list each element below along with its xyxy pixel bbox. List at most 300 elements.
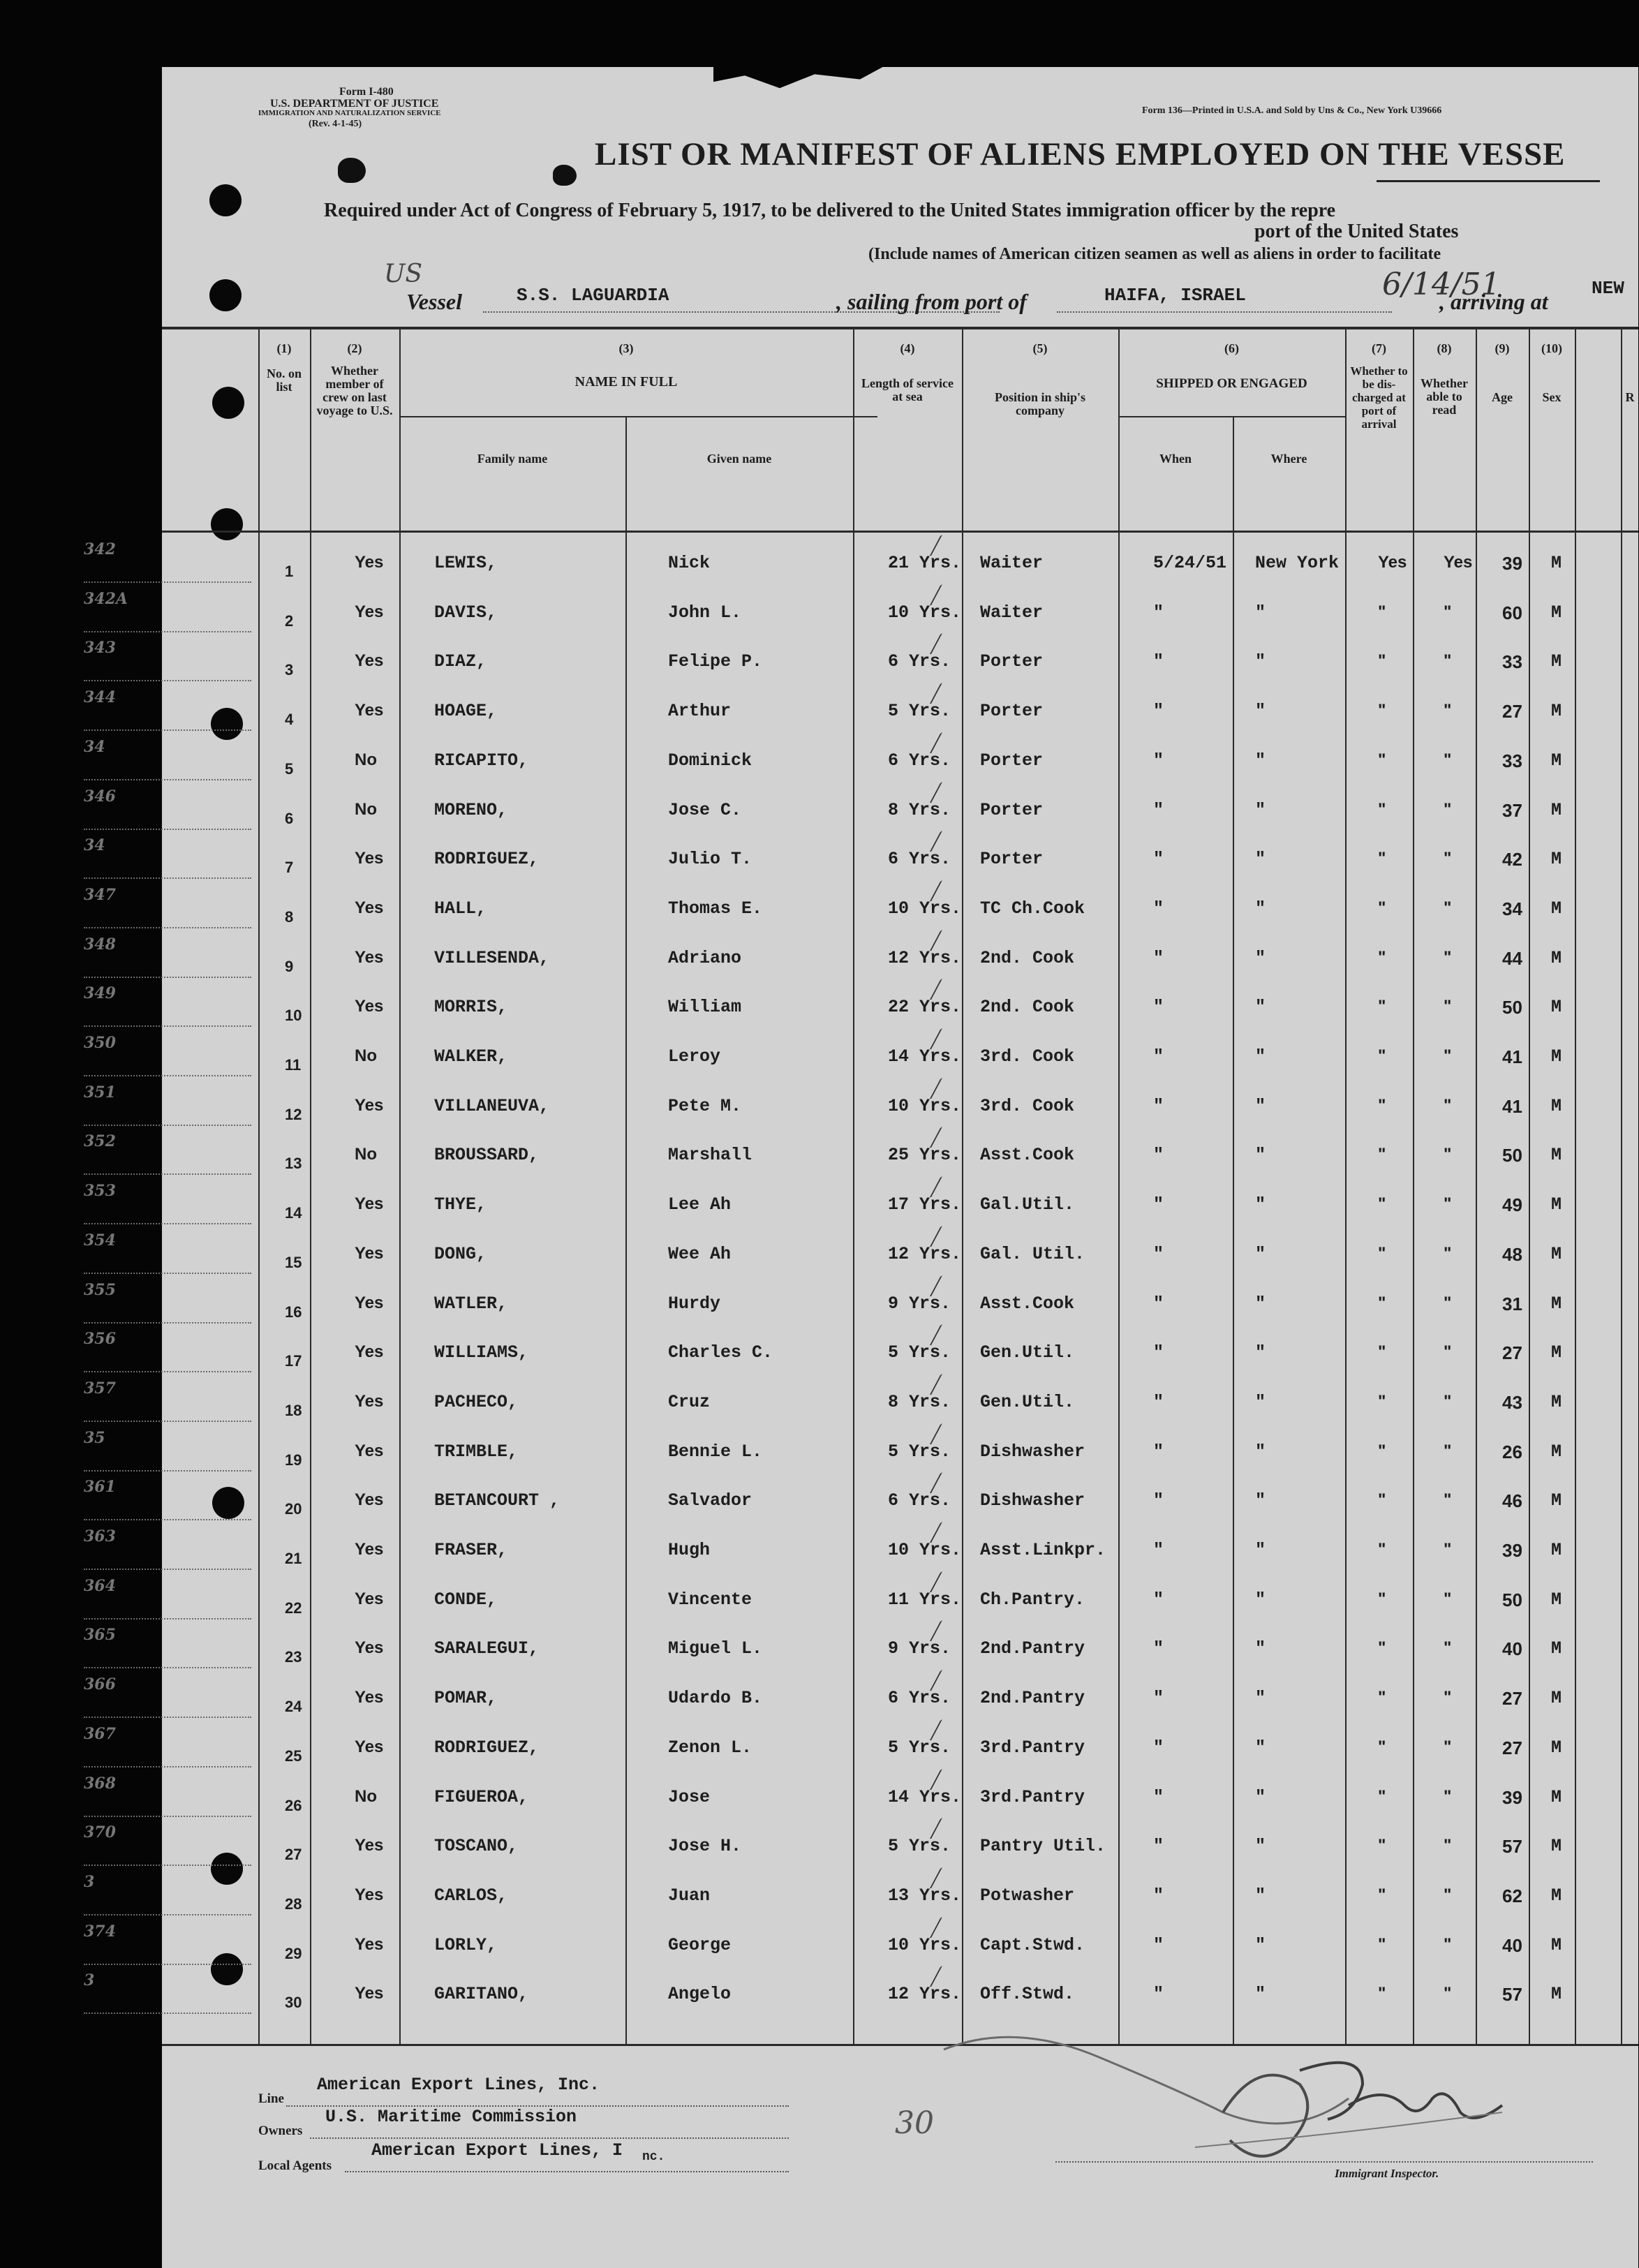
age: 44 bbox=[1502, 947, 1522, 969]
shipped-when: " bbox=[1153, 849, 1164, 870]
port-underline bbox=[1057, 311, 1392, 313]
family-name: WALKER, bbox=[434, 1046, 508, 1067]
row-number: 16 bbox=[285, 1303, 302, 1321]
handwritten-date: 6/14/51 bbox=[1382, 267, 1501, 302]
shipped-when: " bbox=[1153, 1885, 1164, 1906]
length-of-service: 10 Yrs. bbox=[888, 898, 962, 919]
length-of-service: 12 Yrs. bbox=[888, 947, 962, 968]
able-to-read: " bbox=[1444, 750, 1452, 769]
crew-last-voyage: Yes bbox=[355, 1836, 384, 1855]
row-number: 3 bbox=[285, 661, 294, 679]
header-col7-number: (7) bbox=[1372, 341, 1386, 355]
position: Waiter bbox=[980, 602, 1044, 623]
able-to-read: " bbox=[1444, 602, 1452, 621]
agents-value-tail: nc. bbox=[642, 2150, 665, 2164]
row-underline bbox=[84, 1717, 251, 1718]
shipped-where: " bbox=[1255, 1638, 1266, 1659]
shipped-when: " bbox=[1153, 1638, 1164, 1659]
sex: M bbox=[1551, 1934, 1562, 1955]
owners-underline bbox=[310, 2137, 789, 2139]
shipped-where: " bbox=[1255, 1934, 1266, 1955]
family-name: BETANCOURT , bbox=[434, 1490, 561, 1511]
handwritten-row-ref: 348 bbox=[84, 935, 116, 954]
to-be-discharged: " bbox=[1378, 898, 1386, 917]
row-underline bbox=[84, 1273, 251, 1274]
handwritten-count: 30 bbox=[895, 2105, 934, 2141]
crew-last-voyage: Yes bbox=[355, 1688, 384, 1707]
sex: M bbox=[1551, 750, 1562, 771]
able-to-read: " bbox=[1444, 701, 1452, 720]
header-family-name: Family name bbox=[477, 452, 548, 466]
shipped-when: 5/24/51 bbox=[1153, 553, 1227, 573]
shipped-where: " bbox=[1255, 898, 1266, 919]
shipped-where: " bbox=[1255, 1490, 1266, 1511]
shipped-when: " bbox=[1153, 750, 1164, 771]
row-underline bbox=[84, 729, 251, 731]
row-underline bbox=[84, 1667, 251, 1668]
shipped-where: " bbox=[1255, 1786, 1266, 1807]
to-be-discharged: " bbox=[1378, 849, 1386, 868]
length-of-service: 5 Yrs. bbox=[888, 1342, 951, 1363]
given-name: Marshall bbox=[668, 1145, 752, 1166]
position: Gen.Util. bbox=[980, 1391, 1075, 1412]
row-underline bbox=[84, 1865, 251, 1866]
length-of-service: 12 Yrs. bbox=[888, 1984, 962, 2005]
table-row bbox=[84, 1377, 1638, 1426]
crew-last-voyage: No bbox=[355, 1046, 377, 1065]
shipped-where: " bbox=[1255, 651, 1266, 672]
crew-last-voyage: Yes bbox=[355, 849, 384, 868]
length-of-service: 6 Yrs. bbox=[888, 1688, 951, 1709]
position: Capt.Stwd. bbox=[980, 1934, 1085, 1955]
given-name: Hugh bbox=[668, 1540, 711, 1560]
given-name: Wee Ah bbox=[668, 1243, 732, 1264]
family-name: HALL, bbox=[434, 898, 487, 919]
row-underline bbox=[84, 2013, 251, 2014]
age: 39 bbox=[1502, 553, 1522, 574]
able-to-read: " bbox=[1444, 1836, 1452, 1855]
able-to-read: " bbox=[1444, 947, 1452, 967]
subtitle-port: port of the United States bbox=[1254, 221, 1459, 242]
age: 33 bbox=[1502, 651, 1522, 673]
family-name: MORENO, bbox=[434, 799, 508, 820]
able-to-read: " bbox=[1444, 1688, 1452, 1707]
family-name: BROUSSARD, bbox=[434, 1145, 540, 1166]
shipped-when: " bbox=[1153, 651, 1164, 672]
header-crew-last-voyage: Whether member of crew on last voyage to U.S. bbox=[316, 364, 393, 417]
to-be-discharged: " bbox=[1378, 1638, 1386, 1658]
sex: M bbox=[1551, 1441, 1562, 1462]
position: 2nd.Pantry bbox=[980, 1638, 1085, 1659]
to-be-discharged: " bbox=[1378, 1540, 1386, 1559]
crew-last-voyage: Yes bbox=[355, 1934, 384, 1954]
handwritten-row-ref: 353 bbox=[84, 1182, 116, 1201]
header-col5-number: (5) bbox=[1032, 341, 1048, 355]
position: 2nd. Cook bbox=[980, 997, 1075, 1018]
shipped-when: " bbox=[1153, 1540, 1164, 1560]
given-name: Jose bbox=[668, 1786, 711, 1807]
header-col9-number: (9) bbox=[1495, 341, 1510, 355]
position: Asst.Cook bbox=[980, 1145, 1075, 1166]
handwritten-row-ref: 356 bbox=[84, 1330, 116, 1349]
given-name: George bbox=[668, 1934, 732, 1955]
ink-blot bbox=[553, 165, 577, 186]
age: 31 bbox=[1502, 1293, 1522, 1314]
to-be-discharged: " bbox=[1378, 750, 1386, 769]
to-be-discharged: " bbox=[1378, 1095, 1386, 1115]
table-row bbox=[84, 1327, 1638, 1377]
subtitle-act: Required under Act of Congress of February 5, 1917, to be delivered to the United States immigration officer by the repre bbox=[324, 200, 1336, 221]
position: 3rd.Pantry bbox=[980, 1786, 1085, 1807]
shipped-where: New York bbox=[1255, 553, 1340, 573]
length-of-service: 10 Yrs. bbox=[888, 602, 962, 623]
row-underline bbox=[84, 581, 251, 583]
crew-last-voyage: Yes bbox=[355, 1293, 384, 1312]
family-name: POMAR, bbox=[434, 1688, 498, 1709]
sex: M bbox=[1551, 1786, 1562, 1807]
length-of-service: 8 Yrs. bbox=[888, 799, 951, 820]
crew-last-voyage: No bbox=[355, 1786, 377, 1806]
row-underline bbox=[84, 877, 251, 879]
table-row bbox=[84, 1179, 1638, 1229]
crew-last-voyage: Yes bbox=[355, 1243, 384, 1263]
shipped-where: " bbox=[1255, 750, 1266, 771]
crew-last-voyage: Yes bbox=[355, 602, 384, 621]
table-row bbox=[84, 685, 1638, 735]
length-of-service: 12 Yrs. bbox=[888, 1243, 962, 1264]
able-to-read: " bbox=[1444, 1145, 1452, 1164]
sex: M bbox=[1551, 701, 1562, 722]
shipped-where: " bbox=[1255, 1737, 1266, 1758]
sailing-label: , sailing from port of bbox=[836, 289, 1027, 314]
given-name: Dominick bbox=[668, 750, 752, 771]
table-row bbox=[84, 1722, 1638, 1772]
sex: M bbox=[1551, 1836, 1562, 1857]
row-number: 21 bbox=[285, 1550, 302, 1567]
length-of-service: 17 Yrs. bbox=[888, 1194, 962, 1215]
family-name: CONDE, bbox=[434, 1589, 498, 1610]
position: Waiter bbox=[980, 553, 1044, 573]
able-to-read: " bbox=[1444, 1984, 1452, 2003]
position: 2nd.Pantry bbox=[980, 1688, 1085, 1709]
to-be-discharged: " bbox=[1378, 1688, 1386, 1707]
length-of-service: 11 Yrs. bbox=[888, 1589, 962, 1610]
row-number: 22 bbox=[285, 1599, 302, 1617]
table-row bbox=[84, 1129, 1638, 1179]
able-to-read: " bbox=[1444, 651, 1452, 671]
crew-last-voyage: Yes bbox=[355, 1540, 384, 1559]
handwritten-row-ref: 347 bbox=[84, 885, 116, 904]
family-name: DAVIS, bbox=[434, 602, 498, 623]
given-name: Bennie L. bbox=[668, 1441, 763, 1462]
position: Porter bbox=[980, 651, 1044, 672]
header-length-of-service: Length of service at sea bbox=[861, 376, 954, 403]
row-number: 29 bbox=[285, 1944, 302, 1962]
header-col10-number: (10) bbox=[1541, 341, 1562, 355]
shipped-where: " bbox=[1255, 1836, 1266, 1857]
row-underline bbox=[84, 1075, 251, 1076]
shipped-where: " bbox=[1255, 1391, 1266, 1412]
table-top-rule bbox=[162, 327, 1638, 329]
row-number: 13 bbox=[285, 1155, 302, 1173]
length-of-service: 9 Yrs. bbox=[888, 1638, 951, 1659]
table-row bbox=[84, 785, 1638, 834]
able-to-read: " bbox=[1444, 1046, 1452, 1065]
ink-blot bbox=[338, 158, 366, 183]
length-of-service: 14 Yrs. bbox=[888, 1046, 962, 1067]
header-col1-number: (1) bbox=[276, 341, 292, 355]
given-name: Salvador bbox=[668, 1490, 752, 1511]
given-name: Adriano bbox=[668, 947, 742, 968]
sex: M bbox=[1551, 799, 1562, 820]
to-be-discharged: " bbox=[1378, 1737, 1386, 1756]
age: 39 bbox=[1502, 1540, 1522, 1561]
crew-last-voyage: Yes bbox=[355, 1638, 384, 1658]
length-of-service: 9 Yrs. bbox=[888, 1293, 951, 1314]
given-name: William bbox=[668, 997, 742, 1018]
position: Dishwasher bbox=[980, 1441, 1085, 1462]
age: 27 bbox=[1502, 1737, 1522, 1758]
to-be-discharged: " bbox=[1378, 1934, 1386, 1954]
crew-last-voyage: Yes bbox=[355, 651, 384, 671]
age: 39 bbox=[1502, 1786, 1522, 1808]
owners-value: U.S. Maritime Commission bbox=[325, 2107, 577, 2127]
age: 40 bbox=[1502, 1934, 1522, 1956]
row-number: 10 bbox=[285, 1007, 302, 1025]
row-number: 7 bbox=[285, 859, 294, 877]
age: 49 bbox=[1502, 1194, 1522, 1216]
length-of-service: 6 Yrs. bbox=[888, 750, 951, 771]
able-to-read: Yes bbox=[1444, 553, 1473, 572]
table-row bbox=[84, 1772, 1638, 1821]
to-be-discharged: " bbox=[1378, 1589, 1386, 1608]
position: 2nd. Cook bbox=[980, 947, 1075, 968]
shipped-when: " bbox=[1153, 1342, 1164, 1363]
able-to-read: " bbox=[1444, 1589, 1452, 1608]
age: 40 bbox=[1502, 1638, 1522, 1660]
header-shipped-engaged: SHIPPED OR ENGAGED bbox=[1156, 376, 1307, 391]
crew-last-voyage: Yes bbox=[355, 1095, 384, 1115]
given-name: Felipe P. bbox=[668, 651, 763, 672]
to-be-discharged: " bbox=[1378, 1342, 1386, 1362]
shipped-when: " bbox=[1153, 1243, 1164, 1264]
manifest-page bbox=[84, 67, 1638, 2268]
sex: M bbox=[1551, 898, 1562, 919]
sex: M bbox=[1551, 1046, 1562, 1067]
to-be-discharged: Yes bbox=[1378, 553, 1407, 572]
length-of-service: 5 Yrs. bbox=[888, 1836, 951, 1857]
length-of-service: 5 Yrs. bbox=[888, 701, 951, 722]
to-be-discharged: " bbox=[1378, 1391, 1386, 1411]
position: Porter bbox=[980, 750, 1044, 771]
position: Dishwasher bbox=[980, 1490, 1085, 1511]
punch-hole bbox=[209, 279, 242, 311]
table-row bbox=[84, 538, 1638, 587]
line-value: American Export Lines, Inc. bbox=[317, 2075, 600, 2095]
shipped-where: " bbox=[1255, 1984, 1266, 2005]
able-to-read: " bbox=[1444, 1638, 1452, 1658]
row-underline bbox=[84, 1519, 251, 1520]
handwritten-row-ref: 343 bbox=[84, 639, 116, 658]
given-name: Udardo B. bbox=[668, 1688, 763, 1709]
handwritten-row-ref: 351 bbox=[84, 1083, 116, 1102]
header-col3-number: (3) bbox=[618, 341, 634, 355]
given-name: Zenon L. bbox=[668, 1737, 752, 1758]
shipped-where: " bbox=[1255, 1095, 1266, 1116]
handwritten-row-ref: 34 bbox=[84, 737, 105, 756]
header-bottom-rule bbox=[162, 531, 1638, 533]
table-row bbox=[84, 833, 1638, 883]
given-name: Lee Ah bbox=[668, 1194, 732, 1215]
given-name: John L. bbox=[668, 602, 742, 623]
header-where: Where bbox=[1270, 452, 1307, 466]
row-number: 4 bbox=[285, 711, 294, 729]
length-of-service: 10 Yrs. bbox=[888, 1934, 962, 1955]
table-row bbox=[84, 1821, 1638, 1870]
age: 41 bbox=[1502, 1046, 1522, 1067]
shipped-where: " bbox=[1255, 1145, 1266, 1166]
shipped-where: " bbox=[1255, 1194, 1266, 1215]
crew-last-voyage: No bbox=[355, 799, 377, 819]
table-row bbox=[84, 981, 1638, 1031]
sex: M bbox=[1551, 1885, 1562, 1906]
shipped-where: " bbox=[1255, 947, 1266, 968]
crew-last-voyage: Yes bbox=[355, 701, 384, 720]
able-to-read: " bbox=[1444, 997, 1452, 1016]
given-name: Angelo bbox=[668, 1984, 732, 2005]
position: TC Ch.Cook bbox=[980, 898, 1085, 919]
family-name: CARLOS, bbox=[434, 1885, 508, 1906]
form-number: Form I-480 bbox=[339, 86, 394, 98]
agents-label: Local Agents bbox=[258, 2158, 332, 2173]
table-row bbox=[84, 636, 1638, 685]
given-name: Arthur bbox=[668, 701, 732, 722]
sex: M bbox=[1551, 1391, 1562, 1412]
able-to-read: " bbox=[1444, 1786, 1452, 1806]
table-row bbox=[84, 1574, 1638, 1624]
length-of-service: 22 Yrs. bbox=[888, 997, 962, 1018]
shipped-when: " bbox=[1153, 701, 1164, 722]
position: Potwasher bbox=[980, 1885, 1075, 1906]
shipped-when: " bbox=[1153, 997, 1164, 1018]
position: Gal.Util. bbox=[980, 1194, 1075, 1215]
position: Porter bbox=[980, 799, 1044, 820]
row-number: 26 bbox=[285, 1796, 302, 1814]
sex: M bbox=[1551, 1737, 1562, 1758]
sex: M bbox=[1551, 1540, 1562, 1560]
sex: M bbox=[1551, 1638, 1562, 1659]
shipped-where: " bbox=[1255, 849, 1266, 870]
position: Pantry Util. bbox=[980, 1836, 1106, 1857]
to-be-discharged: " bbox=[1378, 1293, 1386, 1312]
inspector-signature bbox=[930, 2008, 1600, 2189]
row-underline bbox=[84, 829, 251, 830]
shipped-where: " bbox=[1255, 799, 1266, 820]
handwritten-row-ref: 370 bbox=[84, 1823, 116, 1842]
family-name: HOAGE, bbox=[434, 701, 498, 722]
length-of-service: 8 Yrs. bbox=[888, 1391, 951, 1412]
row-number: 2 bbox=[285, 612, 294, 630]
shipped-where: " bbox=[1255, 1342, 1266, 1363]
line-label: Line bbox=[258, 2091, 284, 2106]
shipped-where: " bbox=[1255, 1046, 1266, 1067]
header-no-on-list: No. on list bbox=[266, 366, 302, 394]
row-underline bbox=[84, 1421, 251, 1422]
row-number: 23 bbox=[285, 1648, 302, 1666]
row-underline bbox=[84, 1025, 251, 1027]
subtitle-include: (Include names of American citizen seamen as well as aliens in order to facilitate bbox=[868, 245, 1441, 263]
position: Gen.Util. bbox=[980, 1342, 1075, 1363]
row-underline bbox=[84, 631, 251, 632]
age: 26 bbox=[1502, 1441, 1522, 1462]
family-name: RODRIGUEZ, bbox=[434, 849, 540, 870]
position: 3rd. Cook bbox=[980, 1095, 1075, 1116]
crew-last-voyage: Yes bbox=[355, 1490, 384, 1510]
shipped-subheader-rule bbox=[1118, 416, 1345, 417]
sex: M bbox=[1551, 553, 1562, 573]
position: Asst.Linkpr. bbox=[980, 1540, 1106, 1560]
row-underline bbox=[84, 1470, 251, 1472]
family-name: RICAPITO, bbox=[434, 750, 529, 771]
handwritten-row-ref: 3 bbox=[84, 1872, 95, 1891]
handwritten-row-ref: 366 bbox=[84, 1675, 116, 1694]
row-number: 5 bbox=[285, 759, 294, 778]
family-name: LORLY, bbox=[434, 1934, 498, 1955]
age: 37 bbox=[1502, 799, 1522, 821]
shipped-when: " bbox=[1153, 1737, 1164, 1758]
given-name: Julio T. bbox=[668, 849, 752, 870]
vessel-label: Vessel bbox=[406, 289, 462, 314]
given-name: Charles C. bbox=[668, 1342, 773, 1363]
handwritten-row-ref: 346 bbox=[84, 787, 116, 806]
row-underline bbox=[84, 1766, 251, 1767]
able-to-read: " bbox=[1444, 1391, 1452, 1411]
handwritten-row-ref: 3 bbox=[84, 1971, 95, 1990]
crew-last-voyage: No bbox=[355, 1145, 377, 1164]
table-row bbox=[84, 1920, 1638, 1969]
title-rule bbox=[1377, 180, 1600, 182]
table-row bbox=[84, 883, 1638, 933]
age: 60 bbox=[1502, 602, 1522, 623]
sex: M bbox=[1551, 1589, 1562, 1610]
row-number: 17 bbox=[285, 1352, 302, 1370]
sex: M bbox=[1551, 1342, 1562, 1363]
family-name: DIAZ, bbox=[434, 651, 487, 672]
sex: M bbox=[1551, 1490, 1562, 1511]
shipped-when: " bbox=[1153, 1293, 1164, 1314]
row-number: 14 bbox=[285, 1204, 302, 1222]
row-underline bbox=[84, 1618, 251, 1620]
sex: M bbox=[1551, 849, 1562, 870]
row-number: 6 bbox=[285, 809, 294, 827]
agents-underline bbox=[345, 2171, 789, 2172]
shipped-where: " bbox=[1255, 1293, 1266, 1314]
position: 3rd. Cook bbox=[980, 1046, 1075, 1067]
family-name: PACHECO, bbox=[434, 1391, 519, 1412]
header-col11-partial: R bbox=[1625, 390, 1635, 404]
row-number: 25 bbox=[285, 1747, 302, 1765]
to-be-discharged: " bbox=[1378, 1046, 1386, 1065]
able-to-read: " bbox=[1444, 898, 1452, 917]
header-when: When bbox=[1159, 452, 1192, 466]
family-name: VILLANEUVA, bbox=[434, 1095, 550, 1116]
shipped-when: " bbox=[1153, 1095, 1164, 1116]
length-of-service: 10 Yrs. bbox=[888, 1095, 962, 1116]
crew-last-voyage: Yes bbox=[355, 997, 384, 1016]
handwritten-row-ref: 349 bbox=[84, 984, 116, 1003]
length-of-service: 13 Yrs. bbox=[888, 1885, 962, 1906]
form-dept: U.S. DEPARTMENT OF JUSTICE bbox=[270, 98, 439, 110]
